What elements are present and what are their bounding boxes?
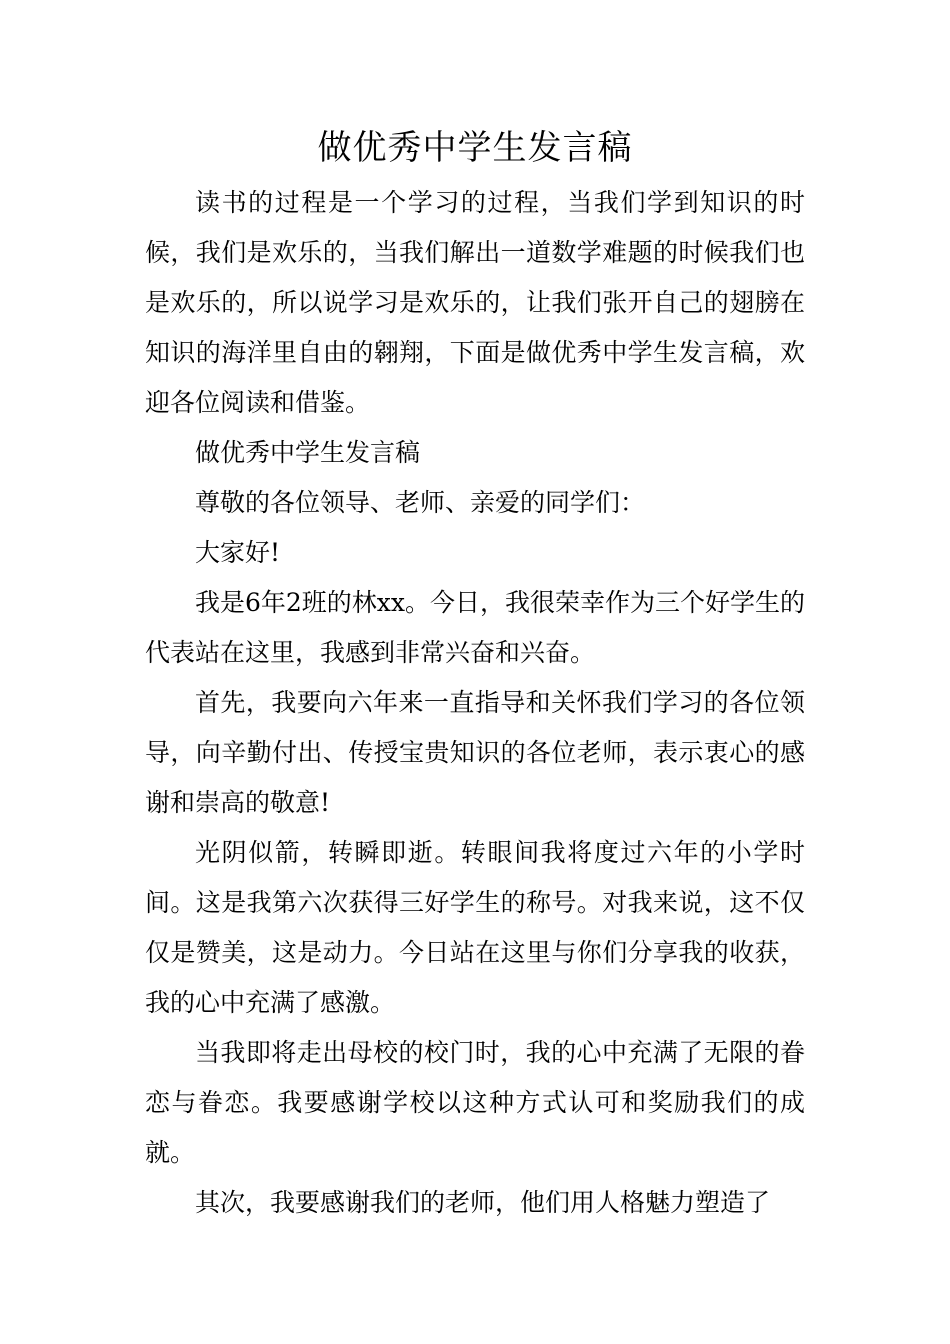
paragraph-intro: 读书的过程是一个学习的过程，当我们学到知识的时候，我们是欢乐的，当我们解出一道数学难题的时候我们也是欢乐的，所以说学习是欢乐的，让我们张开自己的翅膀在知识的海洋里自由的翱翔，下面是做优秀中学生发言稿，欢迎各位阅读和借鉴。 [145, 188, 805, 417]
paragraph-greeting: 大家好! [195, 538, 281, 567]
paragraph-thanks-teachers: 其次，我要感谢我们的老师，他们用人格魅力塑造了 [195, 1188, 771, 1217]
paragraph-time-flies: 光阴似箭，转瞬即逝。转眼间我将度过六年的小学时间。这是我第六次获得三好学生的称号。对我来说，这不仅仅是赞美，这是动力。今日站在这里与你们分享我的收获，我的心中充满了感激。 [145, 838, 805, 1017]
document-title: 做优秀中学生发言稿 [317, 128, 633, 168]
paragraph-thanks-leaders-teachers: 首先，我要向六年来一直指导和关怀我们学习的各位领导，向辛勤付出、传授宝贵知识的各位老师，表示衷心的感谢和崇高的敬意! [145, 688, 805, 817]
paragraph-salutation: 尊敬的各位领导、老师、亲爱的同学们： [195, 488, 646, 517]
paragraph-self-introduction: 我是6年2班的林xx。今日，我很荣幸作为三个好学生的代表站在这里，我感到非常兴奋和兴奋。 [145, 588, 806, 667]
paragraph-leaving-school: 当我即将走出母校的校门时，我的心中充满了无限的眷恋与眷恋。我要感谢学校以这种方式认可和奖励我们的成就。 [145, 1038, 805, 1167]
paragraph-subtitle: 做优秀中学生发言稿 [195, 438, 421, 467]
document-body [145, 178, 805, 1228]
